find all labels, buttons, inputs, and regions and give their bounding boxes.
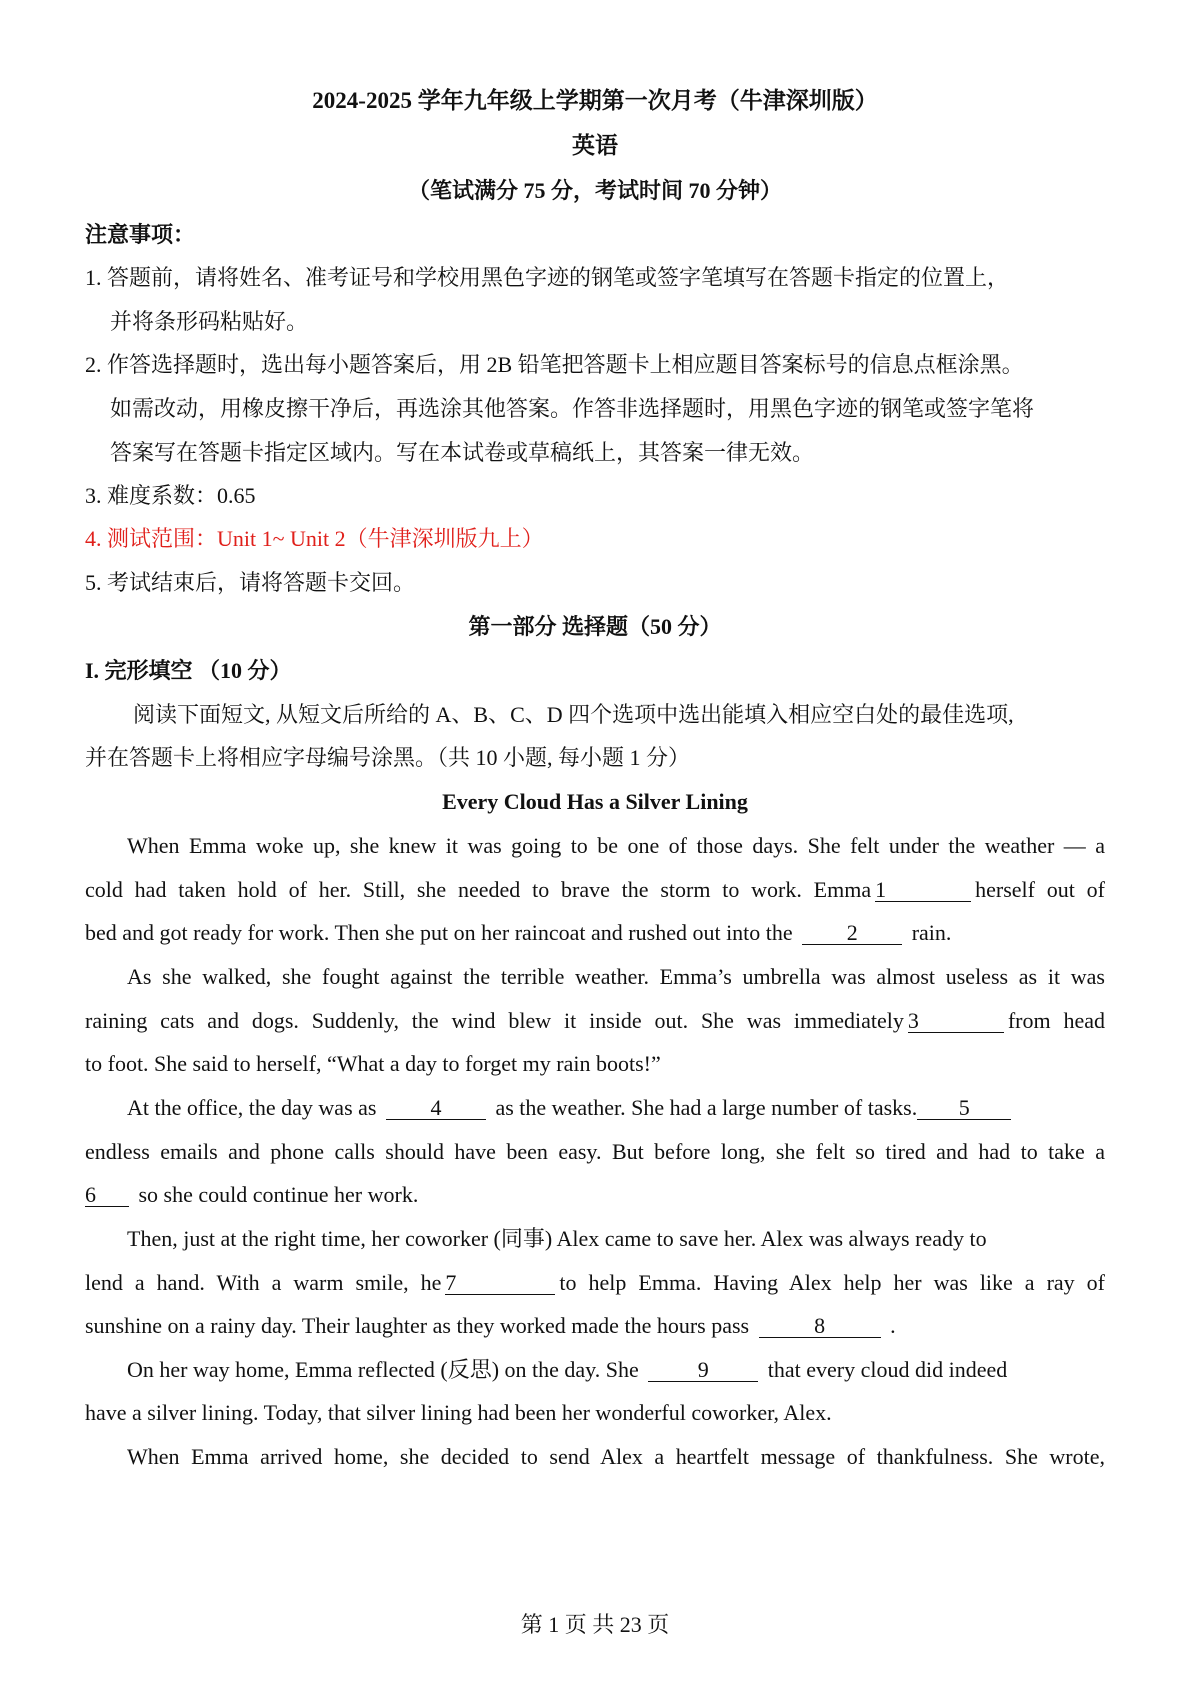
blank-5: 5 [917, 1097, 1011, 1120]
passage-p2-line3: to foot. She said to herself, “What a day to forget my rain boots!” [85, 1051, 661, 1076]
blank-3: 3 [908, 1010, 1004, 1033]
notes-heading: 注意事项： [85, 222, 196, 247]
passage-text: rain. [911, 920, 952, 945]
subject-title: 英语 [572, 133, 618, 158]
page-footer: 第 1 页 共 23 页 [520, 1612, 670, 1637]
passage-text: from head [1007, 1008, 1105, 1033]
passage-p5-line2: have a silver lining. Today, that silver lining had been her wonderful coworker, Alex. [85, 1400, 832, 1425]
note-item-4: 4. 测试范围：Unit 1~ Unit 2（牛津深圳版九上） [85, 526, 544, 551]
exam-info: （笔试满分 75 分，考试时间 70 分钟） [407, 178, 782, 203]
passage-p4-line2 [85, 1270, 1105, 1296]
blank-8: 8 [759, 1315, 881, 1338]
note-item-2-line3: 答案写在答题卡指定区域内。写在本试卷或草稿纸上，其答案一律无效。 [110, 440, 815, 465]
passage-text: . [890, 1313, 896, 1338]
blank-2: 2 [802, 922, 902, 945]
note-item-3: 3. 难度系数：0.65 [85, 483, 256, 508]
passage-p1-line1: When Emma woke up, she knew it was going to be one of those days. She felt under the weather — a [127, 833, 1105, 858]
passage-p1-line3 [85, 920, 1105, 946]
passage-text: On her way home, Emma reflected (反思) on the day. She [127, 1357, 639, 1382]
note-item-1-line1: 1. 答题前，请将姓名、准考证号和学校用黑色字迹的钢笔或签字笔填写在答题卡指定的位置上， [85, 265, 1010, 290]
passage-p2-line1: As she walked, she fought against the terrible weather. Emma’s umbrella was almost useless as it was [127, 964, 1105, 989]
blank-7: 7 [445, 1272, 555, 1295]
passage-text: raining cats and dogs. Suddenly, the wind blew it inside out. She was immediately [85, 1008, 904, 1033]
passage-text: At the office, the day was as [127, 1095, 377, 1120]
section-title: I. 完形填空 （10 分） [85, 658, 292, 683]
passage-p5-line1 [127, 1357, 1105, 1383]
passage-p3-line1 [127, 1095, 1105, 1121]
note-item-1-line2: 并将条形码粘贴好。 [110, 309, 309, 334]
blank-1: 1 [875, 879, 971, 902]
passage-text: so she could continue her work. [138, 1182, 419, 1207]
passage-text: as the weather. She had a large number of tasks. [495, 1095, 918, 1120]
passage-text: lend a hand. With a warm smile, he [85, 1270, 442, 1295]
passage-text: that every cloud did indeed [767, 1357, 1008, 1382]
passage-text: to help Emma. Having Alex help her was like a ray of [559, 1270, 1105, 1295]
exam-title: 2024-2025 学年九年级上学期第一次月考（牛津深圳版） [312, 88, 878, 113]
part1-heading: 第一部分 选择题（50 分） [468, 614, 722, 639]
passage-title: Every Cloud Has a Silver Lining [442, 789, 748, 814]
passage-text: bed and got ready for work. Then she put on her raincoat and rushed out into the [85, 920, 793, 945]
passage-p4-line1: Then, just at the right time, her coworker (同事) Alex came to save her. Alex was always ready to [127, 1226, 987, 1251]
instruction-line1: 阅读下面短文, 从短文后所给的 A、B、C、D 四个选项中选出能填入相应空白处的最佳选项, [133, 702, 1014, 727]
blank-6: 6 [85, 1184, 129, 1207]
instruction-line2: 并在答题卡上将相应字母编号涂黑。（共 10 小题, 每小题 1 分） [85, 745, 691, 770]
passage-p3-line3 [85, 1182, 1105, 1208]
note-item-2-line2: 如需改动，用橡皮擦干净后，再选涂其他答案。作答非选择题时，用黑色字迹的钢笔或签字笔将 [110, 396, 1035, 421]
note-item-2-line1: 2. 作答选择题时，选出每小题答案后，用 2B 铅笔把答题卡上相应题目答案标号的信息点框涂黑。 [85, 352, 1024, 377]
passage-p1-line2 [85, 877, 1105, 903]
blank-9: 9 [648, 1359, 758, 1382]
passage-p4-line3 [85, 1313, 1105, 1339]
note-item-5: 5. 考试结束后，请将答题卡交回。 [85, 570, 416, 595]
passage-p3-line2: endless emails and phone calls should have been easy. But before long, she felt so tired and had to take a [85, 1139, 1105, 1164]
passage-text: cold had taken hold of her. Still, she needed to brave the storm to work. Emma [85, 877, 872, 902]
passage-p6-line1: When Emma arrived home, she decided to send Alex a heartfelt message of thankfulness. She wrote, [127, 1444, 1105, 1469]
blank-4: 4 [386, 1097, 486, 1120]
passage-p2-line2 [85, 1008, 1105, 1034]
passage-text: herself out of [975, 877, 1106, 902]
passage-text: sunshine on a rainy day. Their laughter as they worked made the hours pass [85, 1313, 750, 1338]
